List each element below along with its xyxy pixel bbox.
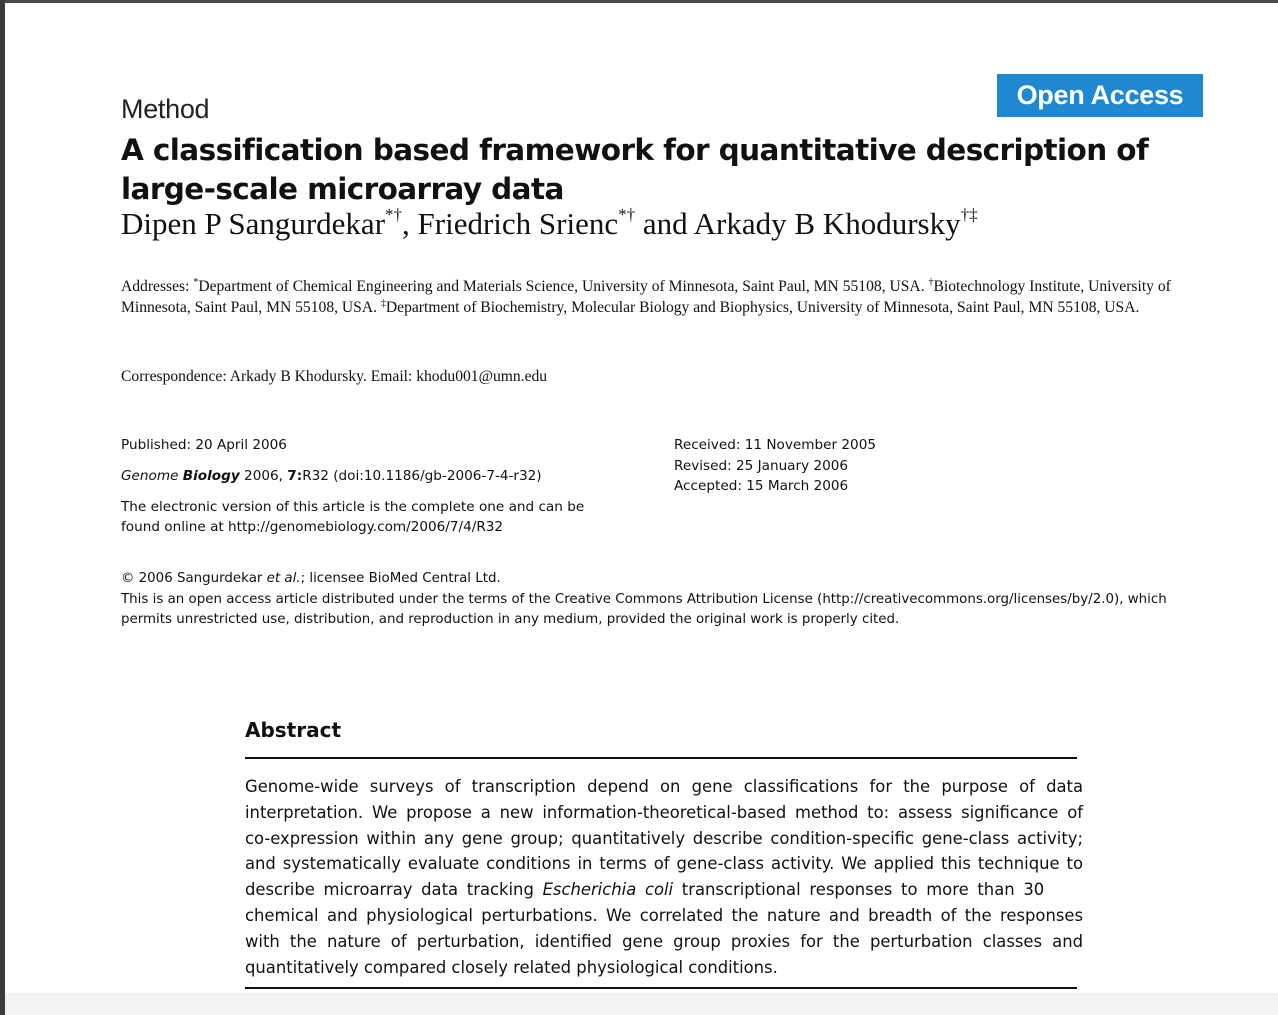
abstract-line: co-expression within any gene group; quantitatively describe condition-specific gene-class activity;	[245, 828, 1083, 848]
correspondence: Correspondence: Arkady B Khodursky. Email: khodu001@umn.edu	[121, 368, 548, 385]
author-separator: and	[635, 206, 694, 241]
abstract-text-run: describe microarray data tracking	[245, 880, 543, 900]
address-text: Department of Biochemistry, Molecular Biology and Biophysics, University of Minnesota, Saint Paul, MN 55108, USA.	[385, 299, 1140, 316]
electronic-note-line: The electronic version of this article is the complete one and can be	[121, 499, 585, 515]
license-line: permits unrestricted use, distribution, and reproduction in any medium, provided the original work is properly cited.	[121, 612, 900, 627]
author-affiliation-marks: †‡	[960, 205, 978, 224]
address-mark: ‡	[380, 298, 386, 309]
address-mark: *	[193, 277, 199, 288]
journal-citation	[121, 466, 621, 486]
abstract-text-run: transcriptional responses to more than 30	[673, 880, 1045, 900]
journal-reference: R32 (doi:10.1186/gb-2006-7-4-r32)	[302, 468, 542, 484]
abstract-bottom-rule	[245, 987, 1077, 989]
species-name: Escherichia coli	[542, 880, 674, 900]
abstract-line: interpretation. We propose a new information-theoretical-based method to: assess significance of	[245, 802, 1083, 822]
open-access-badge: Open Access	[997, 74, 1203, 117]
copyright-etal: et al.	[266, 571, 301, 586]
address-mark: †	[928, 277, 934, 288]
author-list	[121, 206, 978, 242]
revised-date: Revised: 25 January 2006	[674, 457, 849, 474]
journal-name-genome: Genome	[121, 468, 183, 484]
journal-volume: 7:	[287, 468, 303, 484]
address-text: Biotechnology Institute, University of Minnesota, Saint Paul, MN 55108, USA.	[121, 278, 1171, 316]
article-type: Method	[121, 94, 210, 124]
copyright-line	[121, 569, 1211, 590]
author-name: Dipen P Sangurdekar	[121, 206, 386, 241]
received-date: Received: 11 November 2005	[674, 437, 877, 453]
abstract-heading: Abstract	[245, 718, 342, 742]
copyright-suffix: ; licensee BioMed Central Ltd.	[300, 571, 501, 586]
abstract-line: Genome-wide surveys of transcription depend on gene classifications for the purpose of data	[245, 777, 1083, 796]
window-top-border	[0, 0, 1278, 3]
addresses-label: Addresses:	[121, 278, 194, 295]
author-separator: ,	[402, 206, 418, 241]
window-left-border	[0, 0, 5, 1015]
published-date: Published: 20 April 2006	[121, 437, 287, 453]
publication-info	[121, 435, 621, 537]
author-affiliation-marks: *†	[618, 205, 636, 224]
address-text: Department of Chemical Engineering and Materials Science, University of Minnesota, Saint Paul, MN 55108, USA.	[198, 278, 929, 295]
abstract-line: quantitatively compared closely related physiological conditions.	[245, 957, 778, 977]
article-title: A classification based framework for quantitative description of large-scale microarray data	[121, 133, 1149, 206]
addresses	[121, 276, 1206, 318]
journal-name-biology: Biology	[182, 468, 240, 484]
article-dates	[674, 435, 974, 497]
electronic-version-note	[121, 497, 621, 537]
author-name: Friedrich Srienc	[417, 206, 619, 241]
author-affiliation-marks: *†	[385, 205, 403, 224]
copyright-prefix: © 2006 Sangurdekar	[121, 571, 267, 586]
abstract-body	[245, 774, 1083, 980]
accepted-date: Accepted: 15 March 2006	[674, 478, 849, 494]
author-name: Arkady B Khodursky	[693, 206, 961, 241]
license-line: This is an open access article distributed under the terms of the Creative Commons Attribution License (http://creativecommons.org/licenses/by/2.0), which	[121, 591, 1167, 607]
abstract-line	[245, 877, 1083, 903]
abstract-line: and systematically evaluate conditions in terms of gene-class activity. We applied this technique to	[245, 854, 1083, 874]
abstract-top-rule	[245, 757, 1077, 759]
copyright-notice	[121, 569, 1211, 631]
abstract-line: with the nature of perturbation, identified gene group proxies for the perturbation classes and	[245, 931, 1083, 951]
abstract-line: chemical and physiological perturbations. We correlated the nature and breadth of the responses	[245, 905, 1083, 925]
page-bottom-gap	[5, 993, 1278, 1015]
journal-year: 2006,	[239, 468, 288, 484]
electronic-note-line: found online at http://genomebiology.com/2006/7/4/R32	[121, 519, 504, 535]
